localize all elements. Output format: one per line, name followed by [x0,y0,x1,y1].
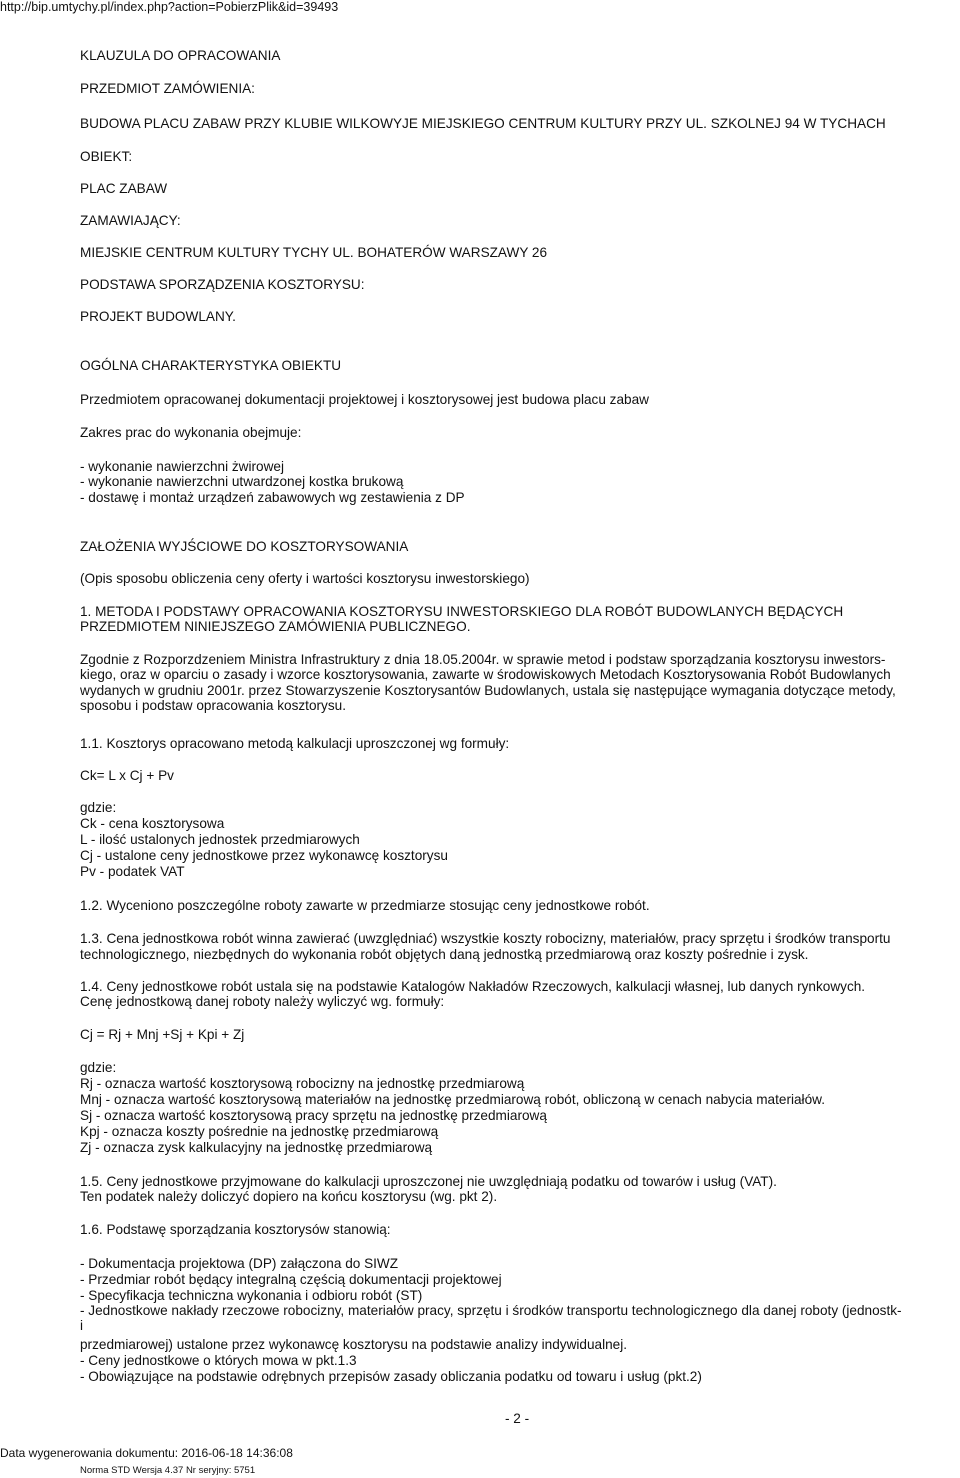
scope-item: - wykonanie nawierzchni utwardzonej kostka brukową [80,474,404,489]
where-item: Rj - oznacza wartość kosztorysową robocizny na jednostkę przedmiarową [80,1076,525,1091]
software-version: Norma STD Wersja 4.37 Nr seryjny: 5751 [80,1465,256,1476]
section-1-5: Ten podatek należy doliczyć dopiero na końcu kosztorysu (wg. pkt 2). [80,1189,498,1204]
order-subject-label: PRZEDMIOT ZAMÓWIENIA: [80,81,255,96]
basis-item: - Specyfikacja techniczna wykonania i odbioru robót (ST) [80,1288,423,1303]
section-1-3: technologicznego, niezbędnych do wykonania robót objętych daną jednostką przedmiarową oraz koszty pośrednie i zysk. [80,947,809,962]
page-number: - 2 - [505,1411,530,1426]
basis-label: PODSTAWA SPORZĄDZENIA KOSZTORYSU: [80,277,365,292]
where-item: L - ilość ustalonych jednostek przedmiarowych [80,832,360,847]
section-1-text: Zgodnie z Rozporzdzeniem Ministra Infrastruktury z dnia 18.05.2004r. w sprawie metod i podstaw sporządzania kosztorysu inwestors- [80,652,886,667]
section-1-text: wydanych w grudniu 2001r. przez Stowarzyszenie Kosztorysantów Budowlanych, ustala się następujące wymagania dotyczące metody, [80,683,896,698]
section-1-text: kiego, oraz w oparciu o zasady i wzorce kosztorysowania, zawarte w środowiskowych Metodach Kosztorysowania Robót Budowlanych [80,667,891,682]
section-1-1: 1.1. Kosztorys opracowano metodą kalkulacji uproszczonej wg formuły: [80,736,510,751]
where-item: Cj - ustalone ceny jednostkowe przez wykonawcę kosztorysu [80,848,448,863]
where-item: Kpj - oznacza koszty pośrednie na jednostkę przedmiarową [80,1124,439,1139]
where-item: Zj - oznacza zysk kalkulacyjny na jednostkę przedmiarową [80,1140,433,1155]
general-subject: Przedmiotem opracowanej dokumentacji projektowej i kosztorysowej jest budowa placu zabaw [80,392,649,407]
section-1-title: PRZEDMIOTEM NINIEJSZEGO ZAMÓWIENIA PUBLICZNEGO. [80,619,471,634]
basis-item: przedmiarowej) ustalone przez wykonawcę kosztorysu na podstawie analizy indywidualnej. [80,1337,628,1352]
scope-intro: Zakres prac do wykonania obejmuje: [80,425,302,440]
section-1-4: 1.4. Ceny jednostkowe robót ustala się na podstawie Katalogów Nakładów Rzeczowych, kalkulacji własnej, lub danych rynkowych. [80,979,866,994]
clause-title: KLAUZULA DO OPRACOWANIA [80,48,281,63]
basis-item: - Przedmiar robót będący integralną częścią dokumentacji projektowej [80,1272,502,1287]
object-value: PLAC ZABAW [80,181,168,196]
section-1-4: Cenę jednostkową danej roboty należy wyliczyć wg. formuły: [80,994,445,1009]
formula-cj: Cj = Rj + Mnj +Sj + Kpi + Zj [80,1027,245,1042]
basis-item: i [80,1318,84,1333]
basis-item: - Obowiązujące na podstawie odrębnych przepisów zasady obliczania podatku od towaru i usług (pkt.2) [80,1369,702,1384]
where-item: Mnj - oznacza wartość kosztorysową materiałów na jednostkę przedmiarową robót, obliczoną w cenach nabycia materiałów. [80,1092,825,1107]
section-1-6: 1.6. Podstawę sporządzania kosztorysów stanowią: [80,1222,391,1237]
orderer-value: MIEJSKIE CENTRUM KULTURY TYCHY UL. BOHATERÓW WARSZAWY 26 [80,245,548,260]
where-item: Sj - oznacza wartość kosztorysową pracy sprzętu na jednostkę przedmiarową [80,1108,547,1123]
basis-item: - Jednostkowe nakłady rzeczowe robocizny, materiałów pracy, sprzętu i środków transportu technologicznego dla danej roboty (jednostk- [80,1303,902,1318]
where-label: gdzie: [80,800,117,815]
orderer-label: ZAMAWIAJĄCY: [80,213,181,228]
where-item: Pv - podatek VAT [80,864,185,879]
basis-item: - Ceny jednostkowe o których mowa w pkt.1.3 [80,1353,357,1368]
generation-date: Data wygenerowania dokumentu: 2016-06-18 14:36:08 [0,1446,293,1460]
scope-item: - wykonanie nawierzchni żwirowej [80,459,284,474]
general-heading: OGÓLNA CHARAKTERYSTYKA OBIEKTU [80,358,342,373]
section-1-text: sposobu i podstaw opracowania kosztorysu. [80,698,346,713]
assumptions-note: (Opis sposobu obliczenia ceny oferty i wartości kosztorysu inwestorskiego) [80,571,530,586]
source-url: http://bip.umtychy.pl/index.php?action=PobierzPlik&id=39493 [0,0,339,14]
assumptions-heading: ZAŁOŻENIA WYJŚCIOWE DO KOSZTORYSOWANIA [80,539,409,554]
scope-item: - dostawę i montaż urządzeń zabawowych wg zestawienia z DP [80,490,465,505]
formula-ck: Ck= L x Cj + Pv [80,768,174,783]
object-label: OBIEKT: [80,149,133,164]
section-1-2: 1.2. Wyceniono poszczególne roboty zawarte w przedmiarze stosując ceny jednostkowe robót. [80,898,650,913]
where-label: gdzie: [80,1060,117,1075]
section-1-title: 1. METODA I PODSTAWY OPRACOWANIA KOSZTORYSU INWESTORSKIEGO DLA ROBÓT BUDOWLANYCH BĘDĄCYCH [80,604,844,619]
section-1-5: 1.5. Ceny jednostkowe przyjmowane do kalkulacji uproszczonej nie uwzględniają podatku od towarów i usług (VAT). [80,1174,777,1189]
where-item: Ck - cena kosztorysowa [80,816,225,831]
section-1-3: 1.3. Cena jednostkowa robót winna zawierać (uwzględniać) wszystkie koszty robocizny, materiałów, pracy sprzętu i środków transportu [80,931,891,946]
basis-item: - Dokumentacja projektowa (DP) załączona do SIWZ [80,1256,399,1271]
order-subject-value: BUDOWA PLACU ZABAW PRZY KLUBIE WILKOWYJE MIEJSKIEGO CENTRUM KULTURY PRZY UL. SZKOLNEJ 94 W TYCHACH [80,116,886,131]
basis-value: PROJEKT BUDOWLANY. [80,309,236,324]
